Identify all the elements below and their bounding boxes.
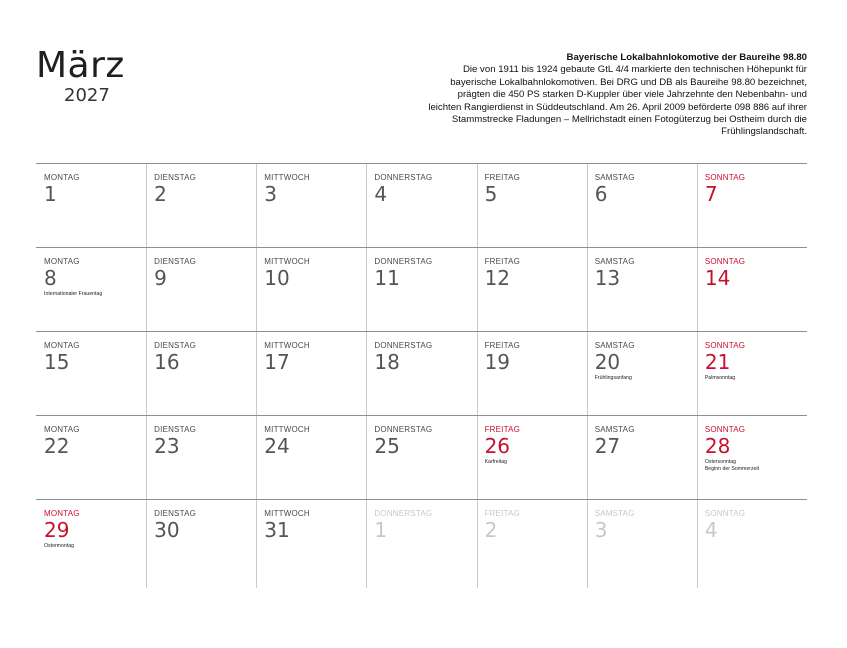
day-number: 4 — [704, 518, 718, 542]
day-cell — [146, 164, 256, 247]
day-number: 8 — [44, 266, 57, 290]
weekday-label: SONNTAG — [704, 341, 746, 350]
month-title: März — [36, 45, 125, 86]
weekday-label: DONNERSTAG — [374, 173, 433, 182]
weekday-label: SONNTAG — [704, 173, 746, 182]
day-number: 3 — [264, 182, 278, 206]
weekday-label: FREITAG — [484, 173, 521, 182]
weekday-label: MONTAG — [44, 173, 80, 182]
holiday-note: Ostermontag — [44, 543, 74, 549]
weekday-label: SAMSTAG — [594, 341, 635, 350]
day-number: 22 — [44, 434, 70, 458]
day-cell — [587, 164, 697, 247]
day-number: 11 — [374, 266, 400, 290]
weekday-label: FREITAG — [484, 341, 521, 350]
day-number: 26 — [484, 434, 511, 458]
day-number: 28 — [704, 434, 731, 458]
day-number: 27 — [594, 434, 621, 458]
weekday-label: MITTWOCH — [264, 425, 310, 434]
day-cell — [366, 248, 476, 331]
holiday-note: Palmsonntag — [704, 375, 736, 381]
weekday-label: DIENSTAG — [154, 173, 197, 182]
weekday-label: SAMSTAG — [594, 509, 635, 518]
day-number: 5 — [484, 182, 498, 206]
weekday-label: MITTWOCH — [264, 257, 310, 266]
day-cell — [477, 248, 587, 331]
weekday-label: MITTWOCH — [264, 509, 310, 518]
weekday-label: FREITAG — [484, 257, 521, 266]
day-cell — [36, 164, 146, 247]
calendar-week — [36, 331, 807, 415]
day-number: 15 — [44, 350, 70, 374]
weekday-label: SONNTAG — [704, 509, 746, 518]
caption-title: Bayerische Lokalbahnlokomotive der Baureihe 98.80 — [566, 52, 807, 63]
day-number: 17 — [264, 350, 290, 374]
day-number: 2 — [154, 182, 167, 206]
calendar-week — [36, 415, 807, 499]
day-cell — [366, 164, 476, 247]
day-cell — [36, 248, 146, 331]
holiday-note: Karfreitag — [484, 459, 508, 465]
day-number: 31 — [264, 518, 290, 542]
day-cell — [366, 416, 476, 499]
day-cell — [587, 500, 697, 588]
holiday-note: Internationaler Frauentag — [44, 291, 103, 297]
day-number: 14 — [704, 266, 731, 290]
day-cell — [477, 416, 587, 499]
day-cell — [477, 500, 587, 588]
day-cell — [477, 164, 587, 247]
day-cell — [36, 332, 146, 415]
day-cell — [697, 332, 807, 415]
day-cell — [256, 500, 366, 588]
holiday-note: Frühlingsanfang — [594, 375, 632, 381]
weekday-label: MONTAG — [44, 341, 80, 350]
weekday-label: DIENSTAG — [154, 341, 197, 350]
day-cell — [587, 416, 697, 499]
day-cell — [146, 332, 256, 415]
day-number: 4 — [374, 182, 388, 206]
day-cell — [587, 248, 697, 331]
weekday-label: DONNERSTAG — [374, 425, 433, 434]
day-cell — [256, 332, 366, 415]
day-cell — [477, 332, 587, 415]
day-number: 18 — [374, 350, 400, 374]
day-number: 25 — [374, 434, 400, 458]
weekday-label: SONNTAG — [704, 425, 746, 434]
day-cell — [697, 416, 807, 499]
year-label: 2027 — [64, 85, 110, 106]
day-cell — [697, 164, 807, 247]
weekday-label: DIENSTAG — [154, 425, 197, 434]
holiday-note: Ostersonntag Beginn der Sommerzeit — [704, 459, 760, 472]
day-number: 6 — [594, 182, 608, 206]
day-number: 9 — [154, 266, 167, 290]
day-cell — [697, 248, 807, 331]
day-number: 20 — [594, 350, 621, 374]
day-cell — [366, 500, 476, 588]
day-cell — [256, 164, 366, 247]
day-number: 23 — [154, 434, 180, 458]
day-number: 24 — [264, 434, 290, 458]
day-number: 13 — [594, 266, 621, 290]
day-cell — [146, 416, 256, 499]
day-cell — [146, 500, 256, 588]
weekday-label: DONNERSTAG — [374, 509, 433, 518]
day-number: 10 — [264, 266, 290, 290]
weekday-label: DIENSTAG — [154, 509, 197, 518]
day-number: 12 — [484, 266, 511, 290]
day-number: 1 — [374, 518, 388, 542]
day-cell — [256, 248, 366, 331]
day-number: 3 — [594, 518, 608, 542]
calendar-week — [36, 163, 807, 247]
weekday-label: MONTAG — [44, 509, 80, 518]
calendar-grid — [36, 163, 807, 588]
weekday-label: SONNTAG — [704, 257, 746, 266]
weekday-label: FREITAG — [484, 509, 521, 518]
weekday-label: DONNERSTAG — [374, 341, 433, 350]
caption-text: Die von 1911 bis 1924 gebaute GtL 4/4 markierte den technischen Höhepunkt für bayerische Lokalbahnlokomotiven. Bei DRG und DB als Baureihe 98.80 bezeichnet, prägten die 450 PS starken D-Kuppler über viele Jahrzehnte den Nebenbahn- und leichten Rangierdienst in Süddeutschland. Am 26. April 2009 beförderte 098 886 auf ihrer Stammstrecke Fladungen – Mellrichstadt einen Fotogüterzug bei Ostheim durch die Frühlingslandschaft. — [428, 64, 807, 138]
day-number: 2 — [484, 518, 498, 542]
day-cell — [36, 416, 146, 499]
day-number: 30 — [154, 518, 180, 542]
day-cell — [587, 332, 697, 415]
day-cell — [697, 500, 807, 588]
weekday-label: SAMSTAG — [594, 173, 635, 182]
weekday-label: SAMSTAG — [594, 257, 635, 266]
weekday-label: FREITAG — [484, 425, 521, 434]
photo-caption — [427, 52, 807, 139]
weekday-label: MITTWOCH — [264, 173, 310, 182]
day-cell — [366, 332, 476, 415]
weekday-label: MITTWOCH — [264, 341, 310, 350]
weekday-label: DIENSTAG — [154, 257, 197, 266]
calendar-week — [36, 499, 807, 588]
calendar-week — [36, 247, 807, 331]
day-cell — [256, 416, 366, 499]
day-number: 1 — [44, 182, 57, 206]
day-cell — [36, 500, 146, 588]
day-number: 21 — [704, 350, 731, 374]
day-cell — [146, 248, 256, 331]
day-number: 7 — [704, 182, 718, 206]
day-number: 19 — [484, 350, 511, 374]
weekday-label: DONNERSTAG — [374, 257, 433, 266]
weekday-label: MONTAG — [44, 257, 80, 266]
day-number: 16 — [154, 350, 180, 374]
weekday-label: SAMSTAG — [594, 425, 635, 434]
weekday-label: MONTAG — [44, 425, 80, 434]
month-header — [36, 45, 125, 106]
day-number: 29 — [44, 518, 70, 542]
